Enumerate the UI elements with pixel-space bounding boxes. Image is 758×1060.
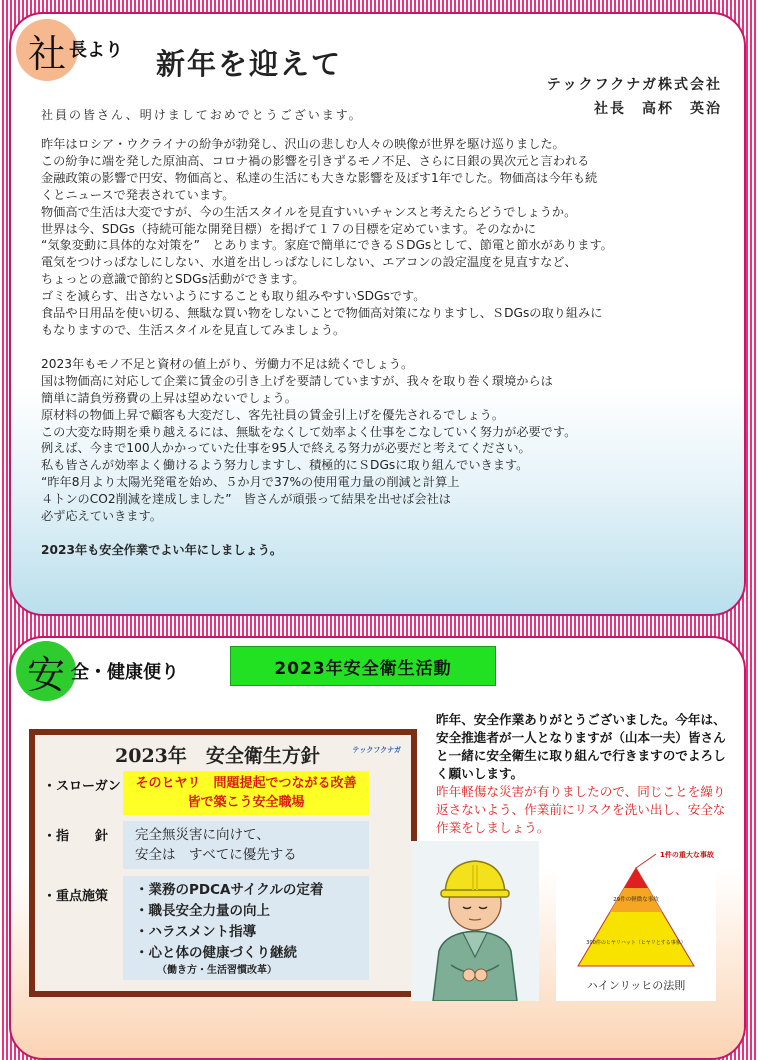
message-line: 世界は今、SDGs（持続可能な開発目標）を掲げて１７の目標を定めています。そのなかに bbox=[41, 221, 537, 236]
message-line: ４トンのCO2削減を達成しました” 皆さんが頑張って結果を出せば会社は bbox=[41, 492, 451, 507]
company-logo: テックフクナガ bbox=[352, 746, 401, 754]
message-line: “気象変動に具体的な対策を” とあります。家庭で簡単にできるＳDGsとして、節電と節水があります。 bbox=[41, 238, 613, 253]
guideline-box bbox=[123, 821, 369, 869]
message-line: 金融政策の影響で円安、物価高と、私達の生活にも大きな影響を及ぼす1年でした。物価高は今年も続 bbox=[41, 170, 598, 185]
safety-thanks-message: 昨年、安全作業ありがとうございました。今年は、安全推進者が一人となりますが（山本一夫）皆さんと一緒に安全衛生に取り組んで行きますのでよろしく願いします。 bbox=[436, 712, 726, 781]
message-line: 原材料の物価上昇で顧客も大変だし、客先社員の賃金引上げを優先されるでしょう。 bbox=[41, 407, 505, 422]
safety-health-panel bbox=[9, 636, 746, 1060]
safety-activity-banner: 2023年安全衛生活動 bbox=[230, 646, 496, 686]
message-line: この紛争に端を発した原油高、コロナ禍の影響を引きずるモノ不足、さらに日銀の異次元と言われる bbox=[41, 153, 590, 168]
message-line: 電気をつけっぱなしにしない、水道を出しっぱなしにしない、エアコンの設定温度を見直すなど、 bbox=[41, 255, 577, 270]
new-year-title: 新年を迎えて bbox=[156, 47, 343, 81]
message-line: 物価高で生活は大変ですが、今の生活スタイルを見直すいいチャンスと考えたらどうでしょうか。 bbox=[41, 204, 577, 219]
message-paragraph-1 bbox=[41, 136, 721, 339]
focus-measures-label: ・重点施策 bbox=[43, 889, 109, 904]
company-name: テックフクナガ株式会社 bbox=[546, 77, 722, 93]
message-line: ちょっとの意識で節約とSDGs活動ができます。 bbox=[41, 272, 305, 287]
message-line: この大変な時期を乗り越えるには、無駄をなくして効率よく仕事をこなしていく努力が必要です。 bbox=[41, 424, 577, 439]
message-line: 2023年もモノ不足と資材の値上がり、労働力不足は続くでしょう。 bbox=[41, 356, 414, 371]
slogan-box bbox=[123, 771, 369, 815]
pyramid-caption: ハインリッヒの法則 bbox=[586, 979, 686, 992]
greeting-line: 社員の皆さん、明けましておめでとうございます。 bbox=[41, 108, 363, 122]
president-heading-circle: 社 bbox=[16, 19, 78, 81]
safety-heading-circle: 安 bbox=[16, 641, 76, 701]
president-message-panel bbox=[9, 12, 746, 616]
message-line: もなりますので、生活スタイルを見直してみましょう。 bbox=[41, 322, 346, 337]
guideline-line: 完全無災害に向けて、 bbox=[135, 827, 270, 843]
heinrich-law-pyramid bbox=[556, 848, 716, 1001]
policy-title: 2023年 安全衛生方針 bbox=[115, 745, 320, 767]
message-line: 国は物価高に対応して企業に賃金の引き上げを要請していますが、我々を取り巻く環境からは bbox=[41, 373, 553, 388]
message-line: 私も皆さんが効率よく働けるよう努力しますし、積極的にＳDGsに取り組んでいきます。 bbox=[41, 458, 529, 473]
focus-item: ・心と体の健康づくり継続 bbox=[135, 945, 297, 961]
message-line: ゴミを減らす、出さないようにすることも取り組みやすいSDGsです。 bbox=[41, 289, 426, 304]
guideline-label: ・指 針 bbox=[43, 829, 109, 844]
message-line: 例えば、今まで100人かかっていた仕事を95人で終える努力が必要だと考えてください。 bbox=[41, 441, 531, 456]
guideline-line: 安全は すべてに優先する bbox=[135, 847, 297, 863]
president-name: 社長 高杯 英治 bbox=[594, 101, 722, 117]
president-heading-label: 長より bbox=[69, 40, 123, 61]
slogan-line: そのヒヤリ 問題提起でつながる改善 bbox=[135, 776, 357, 791]
focus-item: ・業務のPDCAサイクルの定着 bbox=[135, 882, 324, 898]
focus-measures-box bbox=[123, 876, 369, 980]
bowing-worker-illustration bbox=[411, 841, 539, 1001]
slogan-label: ・スローガン bbox=[43, 779, 121, 794]
pyramid-middle-label: 29件の軽微な事故 bbox=[613, 897, 659, 903]
message-line: 昨年はロシア・ウクライナの紛争が勃発し、沢山の悲しむ人々の映像が世界を駆け巡りました。 bbox=[41, 137, 565, 151]
focus-item: ・職長安全力量の向上 bbox=[135, 903, 270, 919]
safety-policy-board bbox=[29, 729, 417, 997]
safety-heading-label: 全・健康便り bbox=[71, 662, 179, 683]
message-line: 簡単に請負労務費の上昇は望めないでしょう。 bbox=[41, 390, 297, 405]
safety-warning-message: 昨年軽傷な災害が有りましたので、同じことを繰り返さないよう、作業前にリスクを洗い出し、安全な作業をしましょう。 bbox=[436, 784, 726, 835]
message-paragraph-2 bbox=[41, 356, 721, 525]
president-message-body bbox=[41, 136, 721, 559]
message-line: 必ず応えていきます。 bbox=[41, 509, 162, 524]
message-line: “昨年8月より太陽光発電を始め、５か月で37%の使用電力量の削減と計算上 bbox=[41, 475, 460, 490]
message-line: くとニュースで発表されています。 bbox=[41, 187, 235, 202]
closing-line: 2023年も安全作業でよい年にしましょう。 bbox=[41, 542, 283, 557]
pyramid-top-label: 1件の重大な事故 bbox=[660, 851, 714, 859]
slogan-line: 皆で築こう安全職場 bbox=[187, 795, 305, 810]
pyramid-bottom-label: 300件のヒヤリハット（ヒヤリとする事象） bbox=[586, 940, 686, 946]
message-line: 食品や日用品を使い切る、無駄な買い物をしないことで物価高対策になりますし、ＳDGsの取り組みに bbox=[41, 306, 603, 321]
focus-item: ・ハラスメント指導 bbox=[135, 924, 257, 940]
focus-note: （働き方・生活習慣改革） bbox=[157, 965, 277, 976]
